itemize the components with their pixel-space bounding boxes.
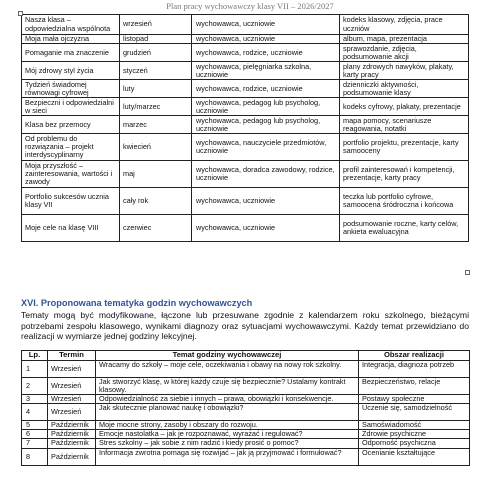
topic-term-cell: Październik — [48, 439, 96, 448]
topic-term-cell: Październik — [48, 421, 96, 430]
plan-result-cell: plany zdrowych nawyków, plakaty, karty pracy — [340, 62, 469, 80]
topic-number-cell: 4 — [22, 404, 48, 421]
plan-people-cell: wychowawca, pedagog lub psycholog, uczniowie — [192, 116, 340, 134]
table-row — [22, 116, 469, 134]
table-row — [22, 361, 470, 378]
topic-area-cell: Integracja, diagnoza potrzeb — [359, 361, 470, 378]
table-row — [22, 80, 469, 98]
table-row — [22, 448, 470, 465]
topic-number-cell: 6 — [22, 430, 48, 439]
homeroom-topics-table — [21, 350, 470, 466]
topic-number-cell: 3 — [22, 395, 48, 404]
plan-theme-cell: Klasa bez przemocy — [22, 116, 120, 134]
topic-number-cell: 5 — [22, 421, 48, 430]
plan-result-cell: mapa pomocy, scenariusze reagowania, notatki — [340, 116, 469, 134]
table-row — [22, 421, 470, 430]
topic-area-cell: Odporność psychiczna — [359, 439, 470, 448]
table-row — [22, 188, 469, 215]
table-row — [22, 439, 470, 448]
topic-area-cell: Postawy społeczne — [359, 395, 470, 404]
topic-term-cell: Wrzesień — [48, 404, 96, 421]
plan-theme-cell: Moje cele na klasę VIII — [22, 215, 120, 242]
plan-people-cell: wychowawca, uczniowie — [192, 35, 340, 44]
header-topic: Temat godziny wychowawczej — [96, 351, 359, 361]
topic-title-cell: Emocje nastolatka – jak je rozpoznawać, wyrażać i regulować? — [96, 430, 359, 439]
topic-title-cell: Informacja zwrotna pomaga się rozwijać – jak ją przyjmować i formułować? — [96, 448, 359, 465]
topic-term-cell: Październik — [48, 448, 96, 465]
table-resize-handle[interactable] — [465, 270, 470, 275]
plan-result-cell: dzienniczki aktywności, podsumowanie klasy — [340, 80, 469, 98]
header-term: Termin — [48, 351, 96, 361]
plan-month-cell: listopad — [120, 35, 192, 44]
plan-result-cell: album, mapa, prezentacja — [340, 35, 469, 44]
topic-area-cell: Bezpieczeństwo, relacje — [359, 378, 470, 395]
work-plan-table — [21, 14, 469, 242]
plan-people-cell: wychowawca, uczniowie — [192, 188, 340, 215]
topic-term-cell: Wrzesień — [48, 378, 96, 395]
table-row — [22, 44, 469, 62]
plan-theme-cell: Portfolio sukcesów ucznia klasy VII — [22, 188, 120, 215]
plan-people-cell: wychowawca, rodzice, uczniowie — [192, 80, 340, 98]
topic-area-cell: Ocenianie kształtujące — [359, 448, 470, 465]
table-row — [22, 35, 469, 44]
plan-people-cell: wychowawca, pedagog lub psycholog, uczniowie — [192, 98, 340, 116]
plan-month-cell: luty — [120, 80, 192, 98]
table-row — [22, 15, 469, 35]
plan-theme-cell: Nasza klasa – odpowiedzialna wspólnota — [22, 15, 120, 35]
plan-theme-cell: Moja przyszłość – zainteresowania, wartości i zawody — [22, 161, 120, 188]
header-area: Obszar realizacji — [359, 351, 470, 361]
topic-title-cell: Moje mocne strony, zasoby i obszary do rozwoju. — [96, 421, 359, 430]
topic-title-cell: Wracamy do szkoły – moje cele, oczekiwania i obawy na nowy rok szkolny. — [96, 361, 359, 378]
topic-title-cell: Odpowiedzialność za siebie i innych – prawa, obowiązki i konsekwencje. — [96, 395, 359, 404]
table-row — [22, 98, 469, 116]
plan-month-cell: cały rok — [120, 188, 192, 215]
topic-number-cell: 7 — [22, 439, 48, 448]
table-row — [22, 395, 470, 404]
topic-area-cell: Samoświadomość — [359, 421, 470, 430]
topic-area-cell: Uczenie się, samodzielność — [359, 404, 470, 421]
table-row — [22, 430, 470, 439]
topic-title-cell: Jak skutecznie planować naukę i obowiązki? — [96, 404, 359, 421]
topic-term-cell: Wrzesień — [48, 395, 96, 404]
plan-people-cell: wychowawca, rodzice, uczniowie — [192, 44, 340, 62]
plan-result-cell: kodeks klasowy, zdjęcia, prace uczniów — [340, 15, 469, 35]
plan-month-cell: czerwiec — [120, 215, 192, 242]
topic-term-cell: Październik — [48, 430, 96, 439]
plan-theme-cell: Bezpieczni i odpowiedzialni w sieci — [22, 98, 120, 116]
table-row — [22, 134, 469, 161]
plan-people-cell: wychowawca, nauczyciele przedmiotów, uczniowie — [192, 134, 340, 161]
plan-month-cell: kwiecień — [120, 134, 192, 161]
page-header: Plan pracy wychowawczy klasy VII – 2026/2027 — [166, 1, 334, 11]
topic-number-cell: 1 — [22, 361, 48, 378]
section-paragraph: Tematy mogą być modyfikowane, łączone lub przesuwane zgodnie z kalendarzem roku szkolnego, bieżącymi potrzebami zespołu klasowego, wynikami diagnozy oraz sytuacjami wychowawczymi. Każdy temat przewidziano do realizacji w wymiarze jednej godziny lekcyjnej. — [21, 310, 469, 342]
plan-month-cell: grudzień — [120, 44, 192, 62]
plan-result-cell: profil zainteresowań i kompetencji, prezentacje, karty pracy — [340, 161, 469, 188]
plan-month-cell: maj — [120, 161, 192, 188]
table-row — [22, 161, 469, 188]
plan-month-cell: styczeń — [120, 62, 192, 80]
plan-people-cell: wychowawca, uczniowie — [192, 15, 340, 35]
table-row — [22, 404, 470, 421]
plan-month-cell: marzec — [120, 116, 192, 134]
plan-result-cell: teczka lub portfolio cyfrowe, samoocena śródroczna i końcowa — [340, 188, 469, 215]
table-row — [22, 62, 469, 80]
plan-result-cell: podsumowanie roczne, karty celów, ankieta ewaluacyjna — [340, 215, 469, 242]
plan-theme-cell: Pomaganie ma znaczenie — [22, 44, 120, 62]
header-lp: Lp. — [22, 351, 48, 361]
plan-theme-cell: Moja mała ojczyzna — [22, 35, 120, 44]
plan-theme-cell: Mój zdrowy styl życia — [22, 62, 120, 80]
topic-area-cell: Zdrowie psychiczne — [359, 430, 470, 439]
plan-people-cell: wychowawca, uczniowie — [192, 215, 340, 242]
plan-result-cell: kodeks cyfrowy, plakaty, prezentacje — [340, 98, 469, 116]
plan-theme-cell: Od problemu do rozwiązania – projekt interdyscyplinarny — [22, 134, 120, 161]
table-row — [22, 378, 470, 395]
plan-theme-cell: Tydzień świadomej równowagi cyfrowej — [22, 80, 120, 98]
plan-people-cell: wychowawca, pielęgniarka szkolna, uczniowie — [192, 62, 340, 80]
topic-number-cell: 8 — [22, 448, 48, 465]
table-row — [22, 215, 469, 242]
topic-title-cell: Stres szkolny – jak sobie z nim radzić i kiedy prosić o pomoc? — [96, 439, 359, 448]
plan-result-cell: sprawozdanie, zdjęcia, podsumowanie akcji — [340, 44, 469, 62]
section-heading: XVI. Proponowana tematyka godzin wychowawczych — [21, 298, 253, 308]
topic-number-cell: 2 — [22, 378, 48, 395]
table-resize-handle[interactable] — [18, 11, 23, 16]
plan-result-cell: portfolio projektu, prezentacje, karty samooceny — [340, 134, 469, 161]
plan-month-cell: luty/marzec — [120, 98, 192, 116]
topic-title-cell: Jak stworzyć klasę, w której każdy czuje się bezpiecznie? Ustalamy kontrakt klasowy. — [96, 378, 359, 395]
topic-term-cell: Wrzesień — [48, 361, 96, 378]
plan-people-cell: wychowawca, doradca zawodowy, rodzice, uczniowie — [192, 161, 340, 188]
table-header-row — [22, 351, 470, 361]
plan-month-cell: wrzesień — [120, 15, 192, 35]
